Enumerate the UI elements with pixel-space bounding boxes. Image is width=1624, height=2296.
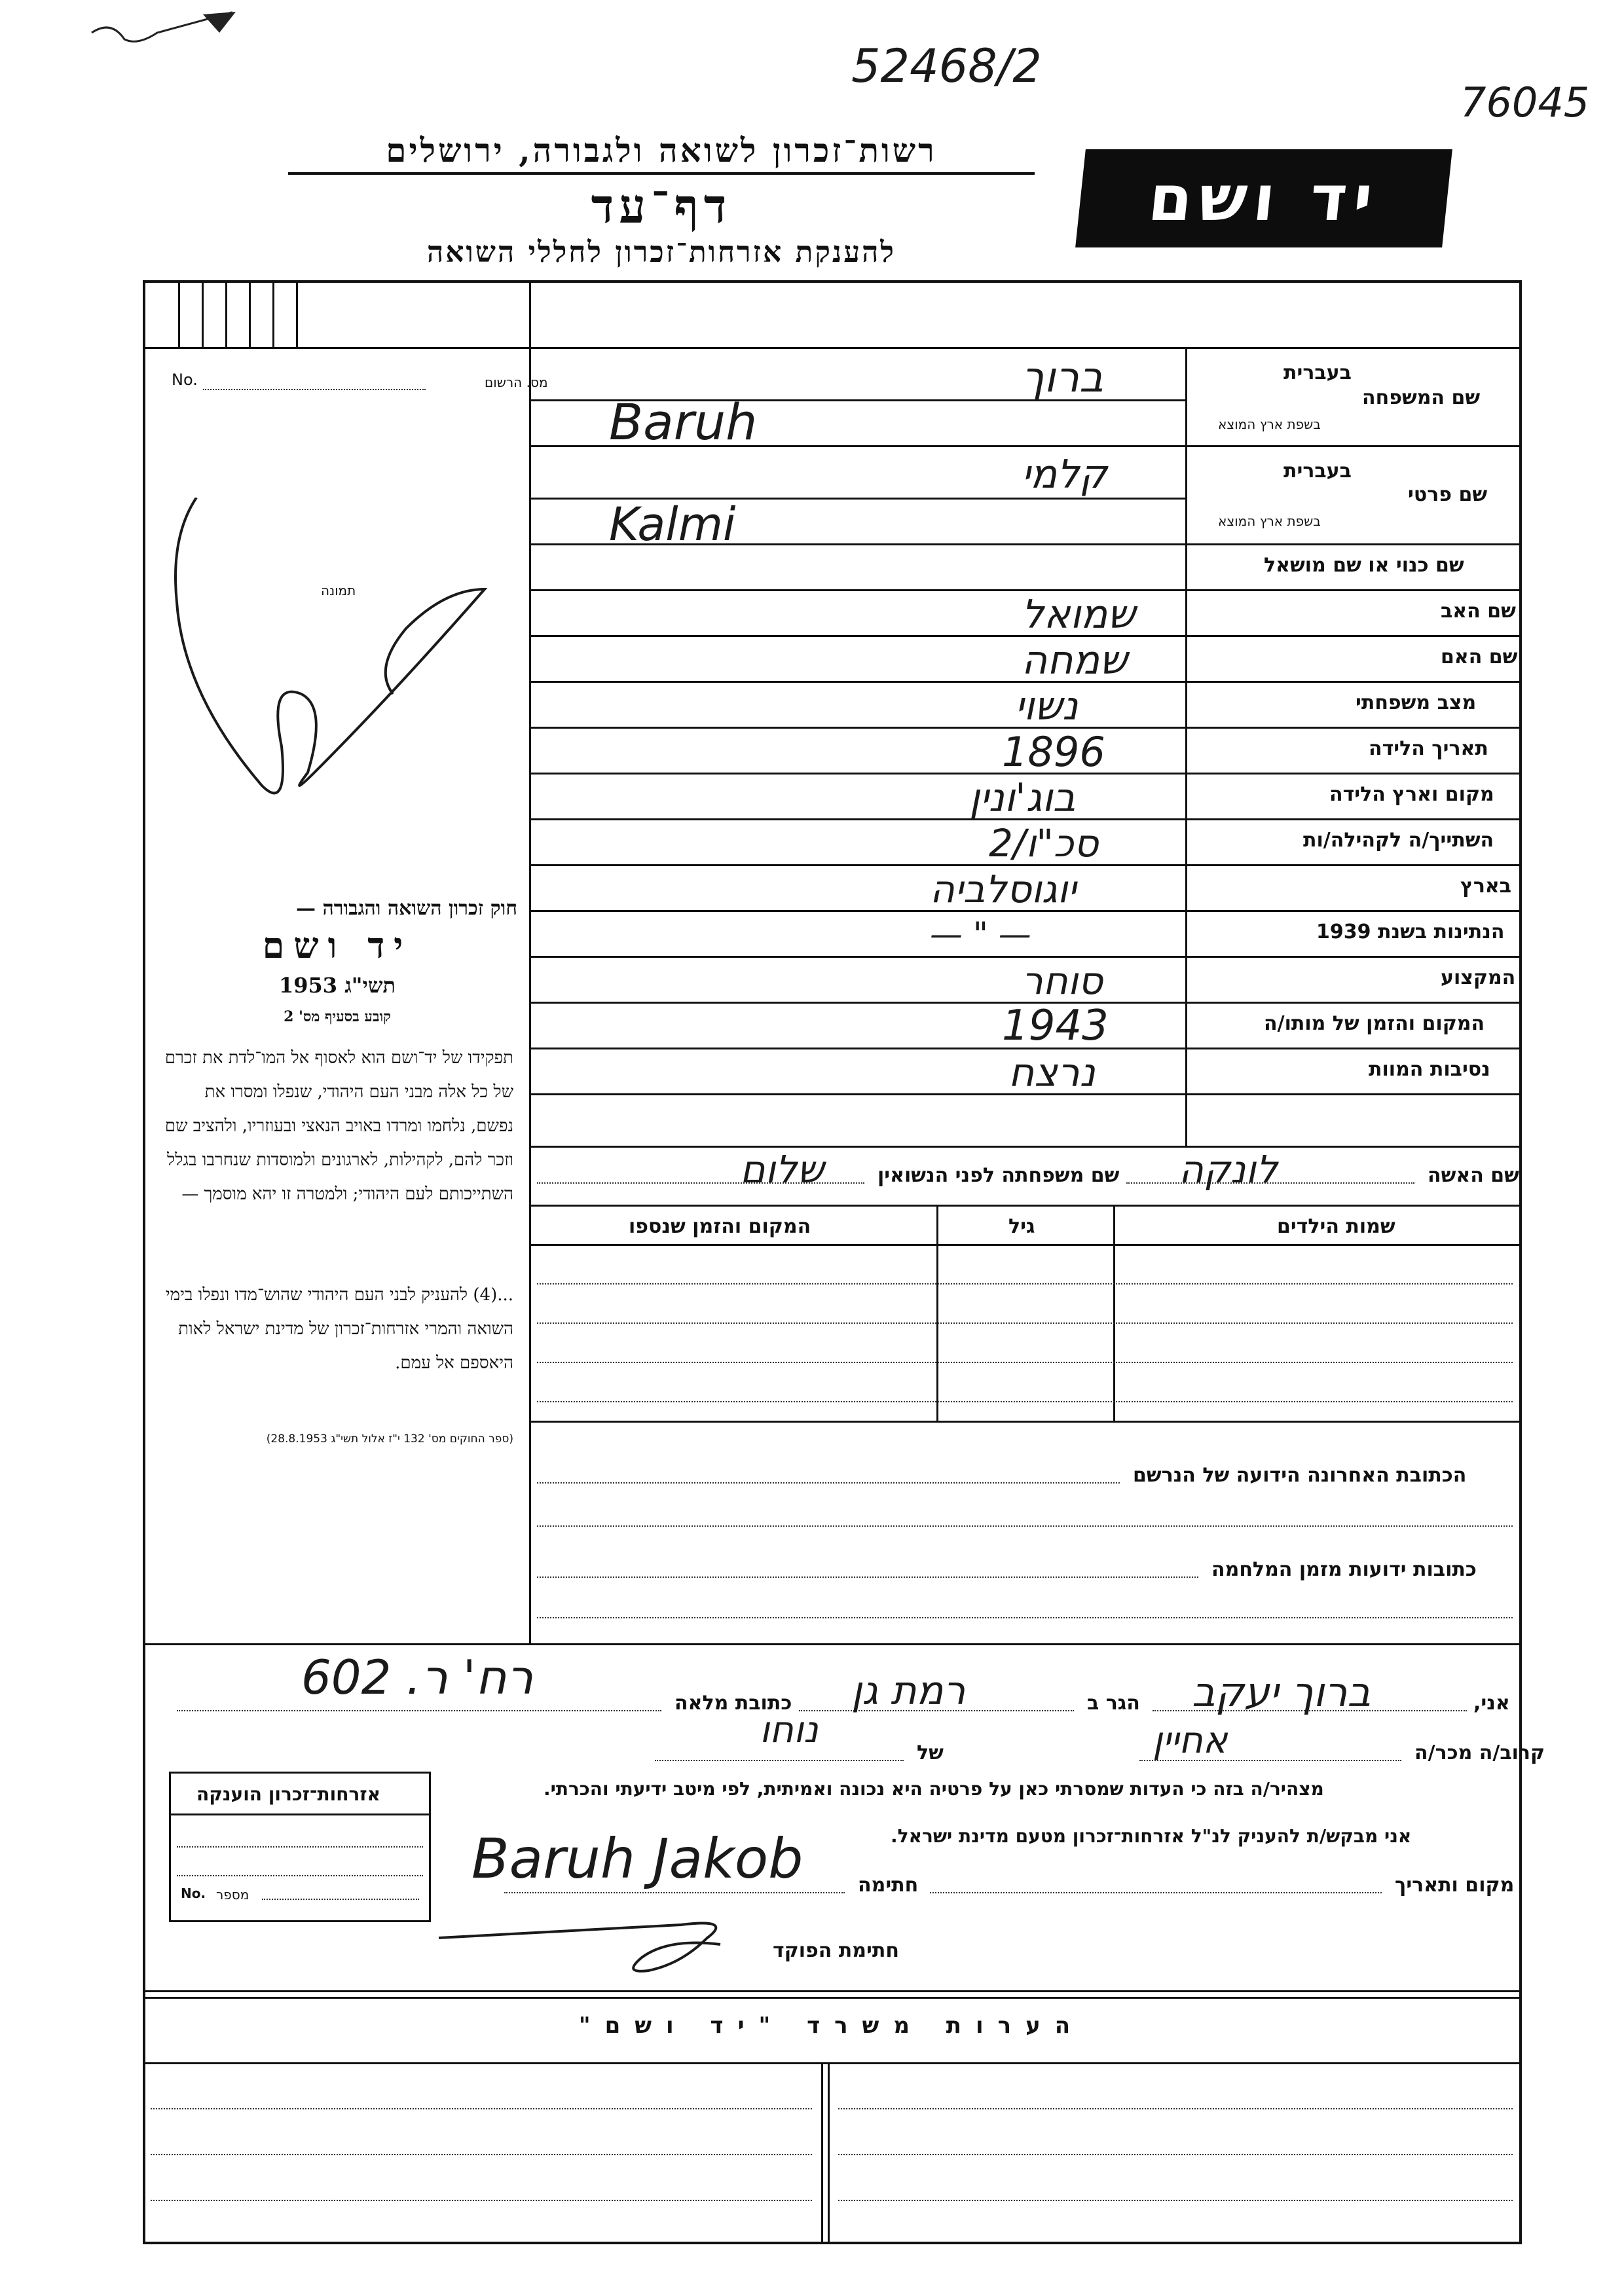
signature-field[interactable] bbox=[504, 1892, 845, 1893]
signature-value[interactable]: Baruh Jakob bbox=[471, 1827, 803, 1891]
death-value[interactable]: 1943 bbox=[1002, 1002, 1109, 1050]
form-title: דף־עד bbox=[591, 178, 732, 234]
family-name-origin-label: בשפת ארץ המוצא bbox=[1218, 416, 1321, 432]
wife-value[interactable]: לונקה bbox=[1179, 1147, 1278, 1192]
first-name-hebrew-value[interactable]: קלמי bbox=[1022, 452, 1107, 498]
citizenship-box-no-he: מספר bbox=[216, 1887, 249, 1903]
father-label: שם האב bbox=[1441, 600, 1516, 623]
birth-place-value[interactable]: בוג'ונין bbox=[969, 775, 1076, 821]
family-name-label: שם המשפחה bbox=[1362, 386, 1481, 409]
death-label: המקום והזמן של מותו/ה bbox=[1264, 1012, 1485, 1035]
death-circumstances-value[interactable]: נרצח bbox=[1008, 1050, 1096, 1096]
place-date-field[interactable] bbox=[930, 1892, 1382, 1893]
death-circumstances-label: נסיבות המוות bbox=[1369, 1058, 1490, 1081]
statement-2: אני מבקש/ת להעניק לנ"ל אזרחות־זכרון מטעם מדינת ישראל. bbox=[891, 1825, 1412, 1847]
children-age-header: גיל bbox=[1008, 1215, 1035, 1238]
maiden-name-label: שם משפחתה לפני הנשואין bbox=[877, 1164, 1120, 1187]
relative-of-field[interactable] bbox=[655, 1760, 904, 1761]
full-address-value[interactable]: רח' ר. 602 bbox=[301, 1650, 534, 1705]
law-name: יד ושם bbox=[262, 924, 413, 966]
authority-line: רשות־זכרון לשואה ולגבורה, ירושלים bbox=[288, 131, 1035, 175]
form-subtitle: להענקת אזרחות־זכרון לחללי השואה bbox=[426, 236, 896, 269]
marital-label: מצב משפחתי bbox=[1356, 691, 1477, 714]
citizenship-box-no: No. bbox=[181, 1886, 206, 1901]
country-value[interactable]: יוגוסלביה bbox=[930, 867, 1077, 911]
citizenship-box-title: אזרחות־זכרון הוענקה bbox=[196, 1783, 380, 1805]
signature-flourish-icon bbox=[432, 1899, 773, 1984]
marital-value[interactable]: נשוי bbox=[1015, 683, 1079, 729]
law-text-1: תפקידו של יד־ושם הוא לאסוף אל המו־לדת את זכרם של כל אלה מבני העם היהודי, שנפלו ומסרו את נפשם, נלחמו ומרדו באויב הנאצי ובעוזריו, ולהציב שם וזכר להם, לקהילות, לארגונים ולמוסדות שנחרבו בגלל השתייכותם לעם היהודי; ולמטרה זו יהא מוסמך — bbox=[164, 1048, 513, 1204]
nickname-label: שם כנוי או שם מושאל bbox=[1264, 554, 1464, 577]
citizenship-box-no-field[interactable] bbox=[262, 1899, 419, 1900]
law-source: (ספר החוקים מס' 132 י"ז אלול תשי"ג 28.8.1953) bbox=[266, 1432, 513, 1446]
law-text-2: ...(4) להעניק לבני העם היהודי שהוש־מדו ונפלו בימי השואה והמרי אזרחות־זכרון של מדינת ישראל לאות היאספם אל עמם. bbox=[165, 1285, 513, 1373]
law-year: תשי"ג 1953 bbox=[279, 973, 396, 998]
last-address-field[interactable] bbox=[537, 1482, 1120, 1484]
statement-1: מצהיר/ה בזה כי העדות שמסרתי כאן על פרטיה היא נכונה ואמיתית, לפי מיטב ידיעתי והכרתי. bbox=[544, 1778, 1324, 1800]
mother-value[interactable]: שמחה bbox=[1022, 638, 1128, 683]
citizenship-label: הנתינות בשנת 1939 bbox=[1316, 920, 1505, 943]
corner-mark-icon bbox=[85, 7, 236, 59]
first-name-label: שם פרטי bbox=[1408, 483, 1488, 506]
birth-date-label: תאריך הלידה bbox=[1369, 737, 1488, 760]
mother-label: שם האם bbox=[1441, 646, 1518, 668]
declarant-label: אני, bbox=[1473, 1692, 1510, 1715]
war-address-field[interactable] bbox=[537, 1576, 1198, 1578]
full-address-label: כתובת מלאה bbox=[674, 1692, 792, 1715]
reg-no-en: No. bbox=[172, 371, 198, 389]
relative-of-label: של bbox=[917, 1741, 944, 1764]
country-label: בארץ bbox=[1460, 875, 1512, 898]
last-address-label: הכתובת האחרונה הידועה של הנרשם bbox=[1133, 1464, 1467, 1487]
resides-value[interactable]: רמת גן bbox=[851, 1668, 966, 1714]
first-name-hebrew-label: בעברית bbox=[1283, 460, 1352, 483]
full-address-field[interactable] bbox=[177, 1710, 661, 1711]
family-name-origin-value[interactable]: Baruh bbox=[609, 393, 758, 451]
children-place-header: המקום והזמן שנספו bbox=[629, 1215, 811, 1238]
law-clause: קובע בסעיף מס' 2 bbox=[284, 1008, 391, 1025]
wife-label: שם האשה bbox=[1428, 1164, 1519, 1187]
birth-date-value[interactable]: 1896 bbox=[1002, 728, 1105, 776]
profession-label: המקצוע bbox=[1441, 966, 1516, 989]
resides-label: הגר ב bbox=[1087, 1692, 1140, 1715]
office-notes-line[interactable] bbox=[151, 2108, 812, 2109]
community-value[interactable]: סכ"ו/2 bbox=[989, 821, 1099, 866]
birth-place-label: מקום וארץ הלידה bbox=[1329, 783, 1494, 806]
corner-annotation-number: 76045 bbox=[1460, 79, 1590, 126]
reg-no-field[interactable] bbox=[203, 389, 426, 390]
first-name-origin-label: בשפת ארץ המוצא bbox=[1218, 513, 1321, 529]
yad-vashem-logo bbox=[1075, 149, 1452, 247]
citizenship-value[interactable]: — " — bbox=[930, 915, 1031, 953]
maiden-name-value[interactable]: שלום bbox=[740, 1147, 824, 1192]
officer-signature-label: חתימת הפוקד bbox=[773, 1939, 899, 1962]
community-label: השתייך/ה לקהילה/ות bbox=[1303, 829, 1494, 852]
signature-label: חתימה bbox=[858, 1874, 919, 1897]
reg-no-label: מס. הרשום bbox=[485, 374, 548, 390]
relative-label: קרוב/ה מכר/ה bbox=[1414, 1741, 1545, 1764]
profession-value[interactable]: סוחר bbox=[1022, 958, 1103, 1003]
children-names-header: שמות הילדים bbox=[1277, 1215, 1395, 1238]
photo-label: תמונה bbox=[321, 583, 356, 598]
place-date-label: מקום ותאריך bbox=[1395, 1874, 1515, 1897]
logo-text: יד ושם bbox=[1145, 162, 1383, 235]
war-address-label: כתובות ידועות מזמן המלחמה bbox=[1211, 1558, 1477, 1581]
relative-value[interactable]: אחיין bbox=[1153, 1719, 1228, 1762]
family-name-hebrew-value[interactable]: ברוך bbox=[1022, 354, 1103, 402]
first-name-origin-value[interactable]: Kalmi bbox=[609, 498, 736, 551]
office-notes-title: הערות משרד "יד ושם" bbox=[578, 2013, 1085, 2039]
relative-of-value[interactable]: נוחו bbox=[760, 1709, 819, 1751]
law-title: חוק זכרון השואה והגבורה — bbox=[296, 897, 517, 920]
declarant-value[interactable]: ברוך יעקב bbox=[1192, 1668, 1371, 1716]
top-annotation-number: 52468/2 bbox=[851, 39, 1042, 93]
family-name-hebrew-label: בעברית bbox=[1283, 361, 1352, 384]
father-value[interactable]: שמואל bbox=[1022, 592, 1135, 638]
witness-scribble-icon bbox=[157, 498, 498, 890]
